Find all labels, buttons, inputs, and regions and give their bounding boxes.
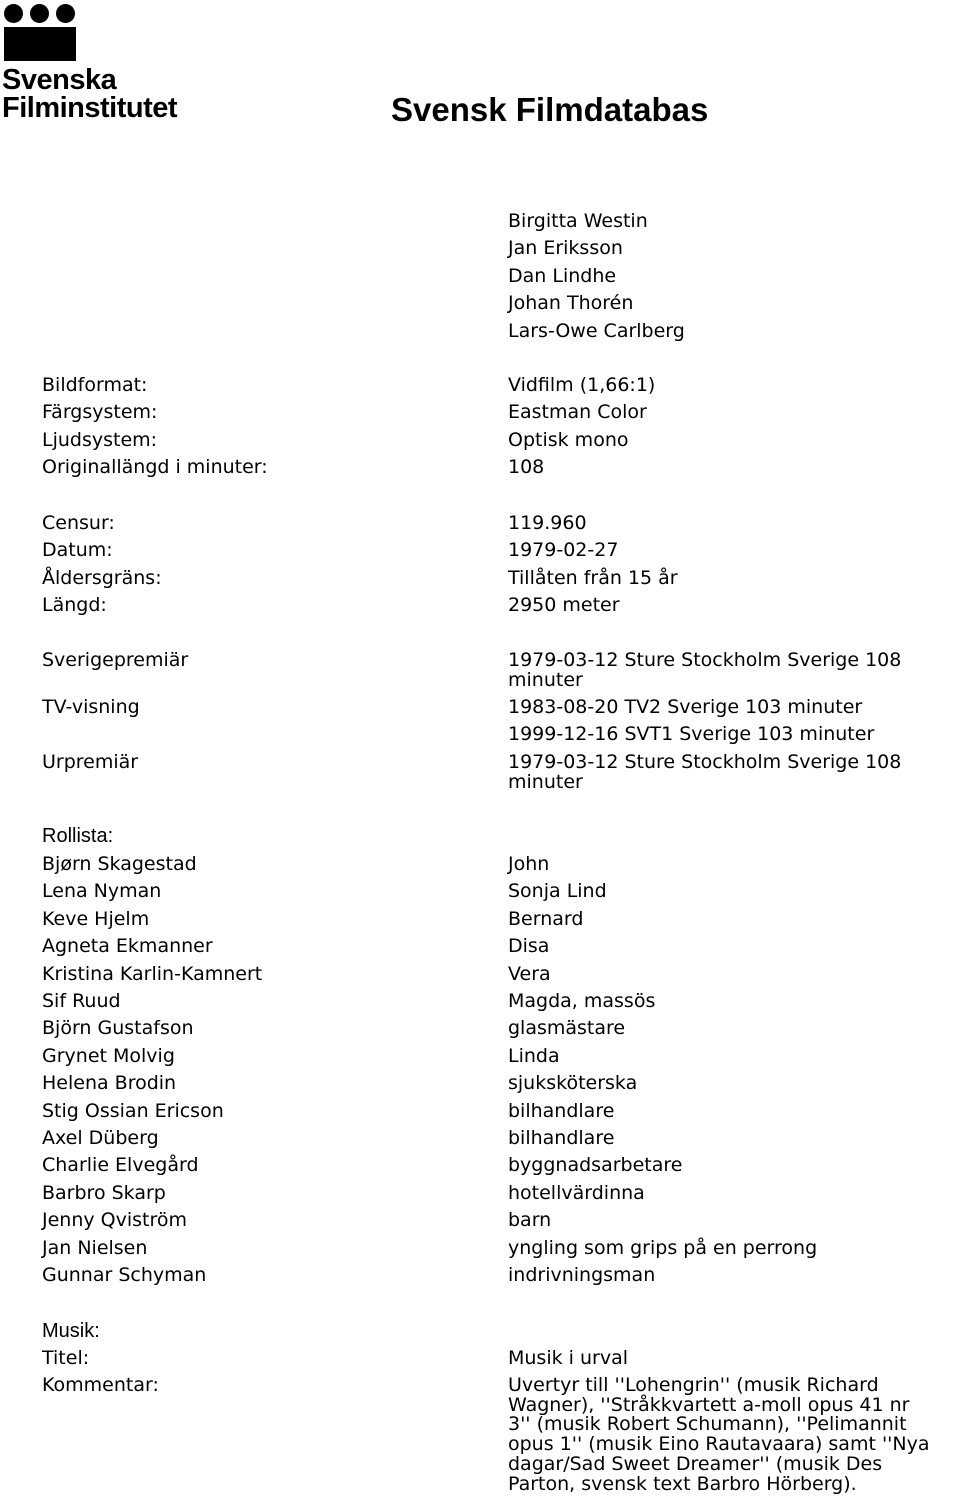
logo-dot <box>30 4 49 23</box>
cast-role: Sonja Lind <box>508 880 607 903</box>
cast-role: John <box>508 853 550 875</box>
cast-role: Magda, massös <box>508 990 656 1013</box>
cast-actor: Agneta Ekmanner <box>42 935 213 958</box>
cast-role: Bernard <box>508 907 584 930</box>
cast-role: hotellvärdinna <box>508 1181 645 1204</box>
logo-line-2: Filminstitutet <box>2 92 178 124</box>
crew-name: Johan Thorén <box>508 292 634 315</box>
cast-role: barn <box>508 1209 552 1232</box>
cast-role: Disa <box>508 935 550 958</box>
cast-actor: Jan Nielsen <box>42 1236 148 1259</box>
cast-actor: Bjørn Skagestad <box>42 853 197 875</box>
tech-value-ljudsystem: Optisk mono <box>508 428 629 451</box>
music-title-value: Musik i urval <box>508 1347 628 1369</box>
cast-actor: Jenny Qviström <box>42 1209 188 1232</box>
tv-visning-value-1: 1983-08-20 TV2 Sverige 103 minuter <box>508 696 863 718</box>
page-title: Svensk Filmdatabas <box>391 91 709 128</box>
tv-visning-label: TV-visning <box>42 696 140 718</box>
cast-heading: Rollista: <box>42 825 114 847</box>
cast-actors <box>42 851 262 1290</box>
cast-role: sjuksköterska <box>508 1072 638 1095</box>
crew-name: Lars-Owe Carlberg <box>508 319 685 342</box>
censor-value: 119.960 <box>508 512 587 534</box>
cast-actor: Sif Ruud <box>42 990 121 1013</box>
age-limit-value: Tillåten från 15 år <box>508 566 678 589</box>
cast-role: yngling som grips på en perrong <box>508 1236 818 1259</box>
date-label: Datum: <box>42 539 113 562</box>
logo-square <box>4 27 76 61</box>
music-comment-value: Uvertyr till ''Lohengrin'' (musik Richard Wagner), ''Stråkkvartett a-moll opus 41 nr 3'' (musik Robert Schumann), ''Pelimannit opus 1'' (musik Eino Rautavaara) samt ''Nya dagar/Sad Sweet Dreamer'' (musik Des Parton, svensk text Barbro Hörberg). <box>508 1374 930 1495</box>
cast-role: byggnadsarbetare <box>508 1154 683 1177</box>
logo-line-1: Svenska <box>2 64 117 96</box>
music-comment-label: Kommentar: <box>42 1374 159 1396</box>
cast-role: Vera <box>508 962 551 985</box>
tech-label-fargsystem: Färgsystem: <box>42 401 158 424</box>
tv-visning-value-2: 1999-12-16 SVT1 Sverige 103 minuter <box>508 723 875 745</box>
tech-label-langd-minuter: Originallängd i minuter: <box>42 456 268 479</box>
cast-actor: Barbro Skarp <box>42 1181 166 1204</box>
cast-actor: Kristina Karlin-Kamnert <box>42 962 263 985</box>
logo-dot <box>4 4 23 23</box>
crew-name: Dan Lindhe <box>508 264 617 287</box>
sverigepremiar-value: 1979-03-12 Sture Stockholm Sverige 108 minuter <box>508 649 902 691</box>
cast-actor: Grynet Molvig <box>42 1044 175 1067</box>
tech-value-bildformat: Vidfilm (1,66:1) <box>508 374 656 396</box>
tech-labels <box>42 372 268 482</box>
censor-values <box>508 510 678 620</box>
cast-actor: Lena Nyman <box>42 880 162 903</box>
length-value: 2950 meter <box>508 594 620 617</box>
tech-value-langd-minuter: 108 <box>508 456 545 479</box>
urpremiar-label: Urpremiär <box>42 751 139 773</box>
music-heading: Musik: <box>42 1320 100 1342</box>
censor-labels <box>42 510 162 620</box>
cast-actor: Axel Düberg <box>42 1127 159 1150</box>
crew-name: Birgitta Westin <box>508 210 648 232</box>
logo-dot <box>56 4 75 23</box>
cast-actor: Charlie Elvegård <box>42 1154 199 1177</box>
tech-values <box>508 372 655 482</box>
cast-role: glasmästare <box>508 1017 626 1040</box>
cast-roles <box>508 851 817 1290</box>
date-value: 1979-02-27 <box>508 539 619 562</box>
tech-label-bildformat: Bildformat: <box>42 374 148 396</box>
cast-role: bilhandlare <box>508 1099 615 1122</box>
crew-name: Jan Eriksson <box>508 237 623 260</box>
music-title-label: Titel: <box>42 1347 90 1369</box>
cast-actor: Stig Ossian Ericson <box>42 1099 224 1122</box>
age-limit-label: Åldersgräns: <box>42 566 162 589</box>
cast-role: indrivningsman <box>508 1264 656 1287</box>
crew-names-list <box>508 208 685 345</box>
urpremiar-value: 1979-03-12 Sture Stockholm Sverige 108 minuter <box>508 751 902 793</box>
cast-role: bilhandlare <box>508 1127 615 1150</box>
tech-value-fargsystem: Eastman Color <box>508 401 647 424</box>
length-label: Längd: <box>42 594 107 617</box>
cast-actor: Helena Brodin <box>42 1072 177 1095</box>
cast-actor: Björn Gustafson <box>42 1017 194 1040</box>
sverigepremiar-label: Sverigepremiär <box>42 649 189 671</box>
cast-role: Linda <box>508 1044 560 1067</box>
cast-actor: Keve Hjelm <box>42 907 150 930</box>
censor-label: Censur: <box>42 512 115 534</box>
cast-actor: Gunnar Schyman <box>42 1264 207 1287</box>
tech-label-ljudsystem: Ljudsystem: <box>42 428 158 451</box>
